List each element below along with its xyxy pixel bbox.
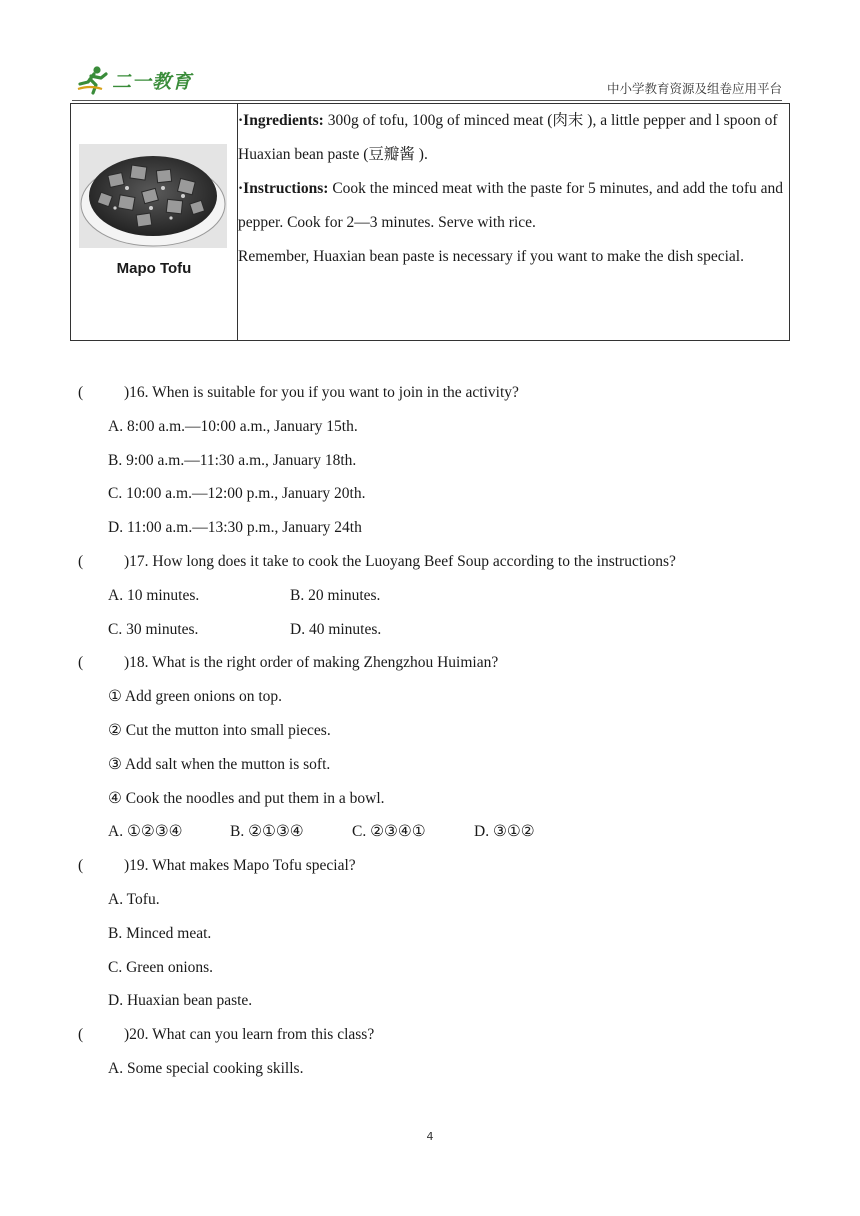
- page-number: 4: [426, 1130, 434, 1143]
- option-a: A. 10 minutes.: [108, 586, 200, 604]
- ingredients-label: ·Ingredients:: [238, 112, 324, 129]
- option-d: D. 40 minutes.: [290, 620, 382, 638]
- option-d: D. 11:00 a.m.—13:30 p.m., January 24th: [108, 519, 362, 537]
- questions-section: [78, 376, 818, 1086]
- question-text: )20. What can you learn from this class?: [124, 1026, 375, 1044]
- step-4: ④ Cook the noodles and put them in a bowl.: [108, 789, 385, 807]
- answer-blank[interactable]: (: [78, 654, 84, 672]
- option-c: C. 10:00 a.m.—12:00 p.m., January 20th.: [108, 485, 366, 503]
- recipe-text-cell: [238, 104, 790, 341]
- question-text: )18. What is the right order of making Zhengzhou Huimian?: [124, 654, 499, 672]
- options-row: [78, 579, 818, 613]
- runner-logo-icon: [76, 65, 110, 95]
- instructions-paragraph: [238, 172, 789, 240]
- recipe-table: [70, 103, 790, 341]
- question-18: [78, 646, 818, 680]
- answer-blank[interactable]: (: [78, 552, 84, 570]
- mapo-tofu-photo: [79, 144, 227, 248]
- option-a: A. ①②③④: [108, 823, 183, 841]
- option-b: B. ②①③④: [230, 823, 304, 841]
- instructions-label: ·Instructions:: [238, 180, 329, 197]
- ingredients-paragraph: [238, 104, 789, 172]
- options-row: [78, 815, 818, 849]
- platform-title: 中小学教育资源及组卷应用平台: [606, 81, 782, 96]
- question-16: [78, 376, 818, 410]
- option-a: A. 8:00 a.m.—10:00 a.m., January 15th.: [108, 417, 358, 435]
- answer-blank[interactable]: (: [78, 1026, 84, 1044]
- answer-blank[interactable]: (: [78, 857, 84, 875]
- option-b: B. Minced meat.: [108, 924, 212, 942]
- dish-image-cell: [71, 104, 238, 341]
- option-d: D. ③①②: [474, 823, 535, 841]
- question-text: )16. When is suitable for you if you want to join in the activity?: [124, 384, 519, 401]
- question-19: [78, 849, 818, 883]
- answer-blank[interactable]: (: [78, 384, 84, 401]
- ingredients-text: 300g of tofu, 100g of minced meat (肉末 ), a little pepper and l spoon of Huaxian bean paste (豆瓣酱 ).: [238, 112, 778, 163]
- option-b: B. 9:00 a.m.—11:30 a.m., January 18th.: [108, 451, 357, 469]
- logo-text: 二一教育: [112, 70, 193, 93]
- options-row: [78, 613, 818, 647]
- question-17: [78, 545, 818, 579]
- option-a: A. Tofu.: [108, 890, 160, 908]
- dish-name: Mapo Tofu: [116, 260, 192, 277]
- option-c: C. Green onions.: [108, 958, 214, 976]
- question-20: [78, 1018, 818, 1052]
- option-d: D. Huaxian bean paste.: [108, 992, 253, 1010]
- page-header: [72, 62, 782, 101]
- step-3: ③ Add salt when the mutton is soft.: [108, 755, 331, 773]
- step-1: ① Add green onions on top.: [108, 688, 283, 706]
- remember-paragraph: Remember, Huaxian bean paste is necessary if you want to make the dish special.: [238, 248, 744, 265]
- instructions-text: Cook the minced meat with the paste for 5 minutes, and add the tofu and pepper. Cook for 2—3 minutes. Serve with rice.: [238, 180, 783, 231]
- question-text: )17. How long does it take to cook the Luoyang Beef Soup according to the instructions?: [124, 552, 676, 570]
- question-text: )19. What makes Mapo Tofu special?: [124, 857, 356, 875]
- logo: [76, 64, 192, 96]
- option-c: C. ②③④①: [352, 823, 426, 841]
- option-c: C. 30 minutes.: [108, 620, 199, 638]
- step-2: ② Cut the mutton into small pieces.: [108, 721, 331, 739]
- option-a: A. Some special cooking skills.: [108, 1059, 304, 1077]
- option-b: B. 20 minutes.: [290, 586, 381, 604]
